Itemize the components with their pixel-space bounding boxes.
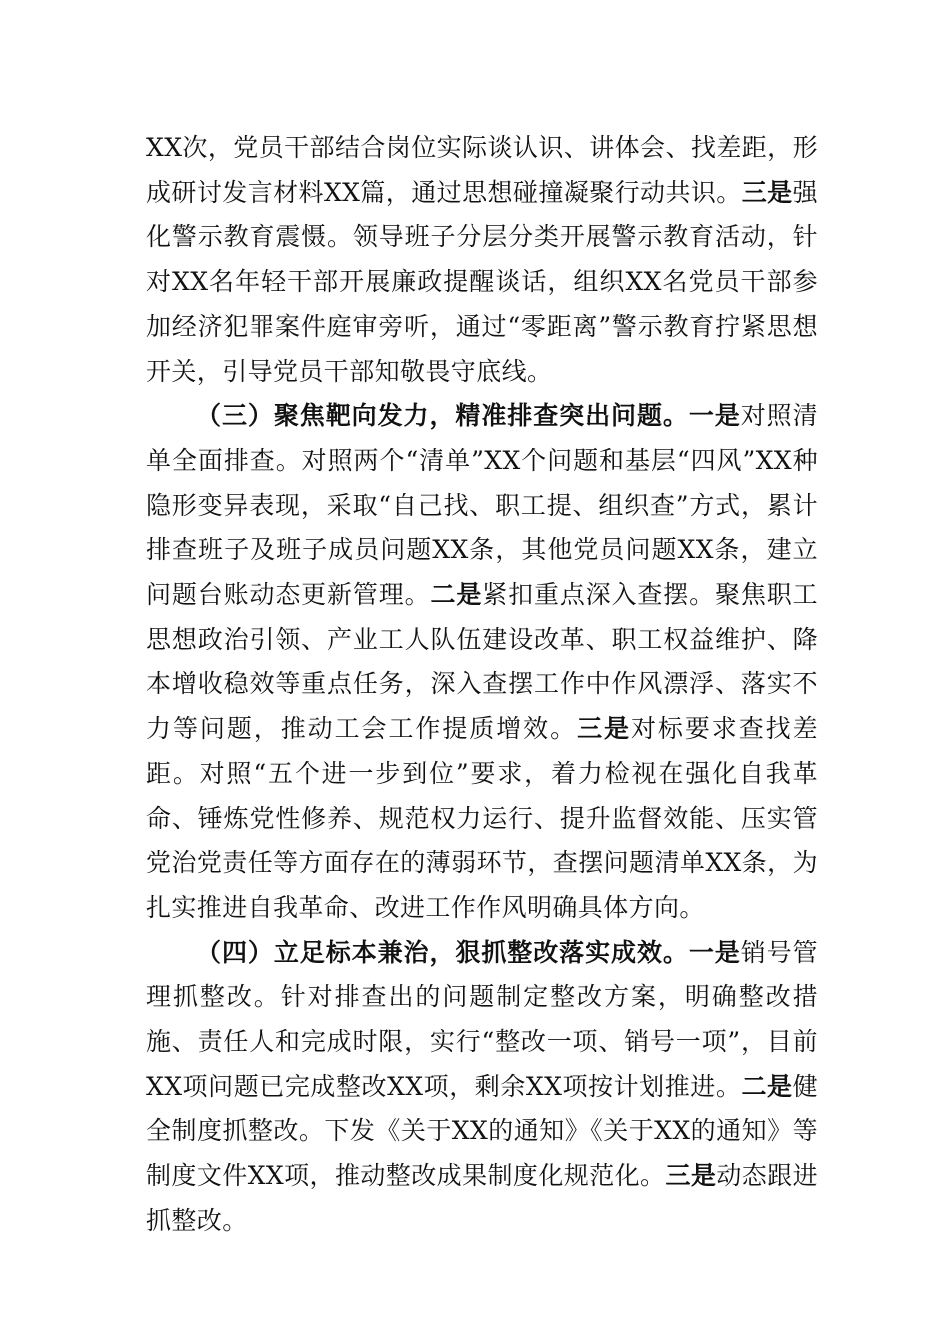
keyword-three: 三是 [741, 177, 793, 207]
keyword-two: 二是 [741, 1071, 793, 1101]
section-heading-four: （四）立足标本兼治，狠抓整改落实成效。一是 [196, 937, 741, 967]
paragraph-section-three [146, 394, 818, 930]
paragraph-warning-education [146, 126, 818, 394]
text-segment: 强化警示教育震慑。领导班子分层分类开展警示教育活动，针对XX名年轻干部开展廉政提醒谈话，组织XX名党员干部参加经济犯罪案件庭审旁听，通过“零距离”警示教育拧紧思想开关，引导党员干部知敬畏守底线。 [146, 177, 818, 386]
keyword-two: 二是 [430, 580, 483, 610]
document-body [146, 126, 818, 1244]
keyword-three: 三是 [577, 714, 631, 744]
text-segment: 动态跟进抓整改。 [146, 1161, 818, 1235]
keyword-three: 三是 [665, 1161, 717, 1191]
section-heading-three: （三）聚焦靶向发力，精准排查突出问题。一是 [196, 401, 741, 431]
text-segment: 销号管理抓整改。针对排查出的问题制定整改方案，明确整改措施、责任人和完成时限，实行“整改一项、销号一项”，目前XX项问题已完成整改XX项，剩余XX项按计划推进。 [146, 937, 818, 1101]
text-segment: 紧扣重点深入查摆。聚焦职工思想政治引领、产业工人队伍建设改革、职工权益维护、降本增收稳效等重点任务，深入查摆工作中作风漂浮、落实不力等问题，推动工会工作提质增效。 [146, 580, 818, 744]
text-segment: 对标要求查找差距。对照“五个进一步到位”要求，着力检视在强化自我革命、锤炼党性修养、规范权力运行、提升监督效能、压实管党治党责任等方面存在的薄弱环节，查摆问题清单XX条，为扎实推进自我革命、改进工作作风明确具体方向。 [146, 714, 818, 922]
paragraph-section-four [146, 931, 818, 1244]
text-segment: XX次，党员干部结合岗位实际谈认识、讲体会、找差距，形成研讨发言材料XX篇，通过思想碰撞凝聚行动共识。 [146, 133, 818, 207]
text-segment: 健全制度抓整改。下发《关于XX的通知》《关于XX的通知》等制度文件XX项，推动整改成果制度化规范化。 [146, 1071, 818, 1191]
text-segment: 对照清单全面排查。对照两个“清单”XX个问题和基层“四风”XX种隐形变异表现，采取“自己找、职工提、组织查”方式，累计排查班子及班子成员问题XX条，其他党员问题XX条，建立问题台账动态更新管理。 [146, 401, 818, 610]
